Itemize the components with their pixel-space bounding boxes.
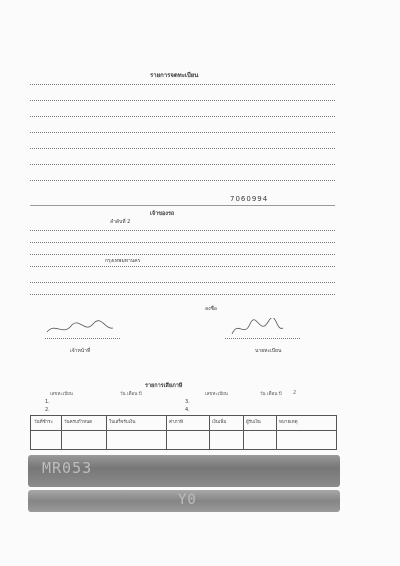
province-text: กรุงเทพมหานคร	[105, 258, 141, 264]
tax-col: ผู้รับเงิน	[246, 420, 261, 425]
row-index: 4.	[185, 407, 190, 413]
row-index: 3.	[185, 399, 190, 405]
registrar-sign-label: ลงชื่อ	[205, 306, 217, 312]
form-lines	[30, 294, 335, 295]
form-lines	[30, 180, 335, 181]
form-lines	[30, 164, 335, 165]
row-index: 2.	[45, 407, 50, 413]
row-index: 1.	[45, 399, 50, 405]
stamp-number: 7060994	[230, 195, 269, 203]
tax-table-title: รายการเสียภาษี	[145, 383, 183, 389]
form-lines	[30, 242, 335, 243]
registrar-signature	[230, 318, 285, 340]
form-lines	[30, 254, 335, 255]
officer-signature	[45, 318, 115, 338]
engine-rubbing-strip	[28, 490, 340, 512]
registrar-sign-line	[225, 338, 300, 339]
form-lines	[30, 116, 335, 117]
tax-col: ใบเสร็จรับเงิน	[109, 420, 136, 425]
officer-caption: เจ้าหน้าที่	[70, 348, 91, 354]
engine-emboss: Y0	[178, 492, 197, 508]
owner-section-title: เจ้าของรถ	[150, 211, 175, 217]
section-divider	[30, 205, 335, 206]
tax-col: วันที่ชำระ	[34, 420, 53, 425]
form-lines	[30, 148, 335, 149]
tax-table	[30, 415, 337, 450]
form-lines	[30, 230, 335, 231]
vin-rubbing-strip	[28, 455, 340, 487]
form-lines	[30, 282, 335, 283]
col-header: วัน เดือน ปี	[260, 392, 282, 397]
order-number: ลำดับที่ 2	[110, 219, 131, 225]
col-header: เลขทะเบียน	[50, 392, 73, 397]
form-lines	[30, 84, 335, 85]
page-number: 2	[293, 390, 297, 396]
registration-header: รายการจดทะเบียน	[150, 72, 199, 79]
col-header: เลขทะเบียน	[205, 392, 228, 397]
tax-col: วันครบกำหนด	[64, 420, 93, 425]
tax-col: ค่าภาษี	[169, 420, 183, 425]
form-lines	[30, 132, 335, 133]
form-lines	[30, 266, 335, 267]
form-lines	[30, 100, 335, 101]
col-header: วัน เดือน ปี	[120, 392, 142, 397]
officer-sign-line	[45, 338, 120, 339]
registrar-caption: นายทะเบียน	[255, 348, 282, 354]
tax-col: เงินเพิ่ม	[212, 420, 227, 425]
tax-col: หมายเหตุ	[279, 420, 298, 425]
vin-emboss: MR053	[42, 459, 93, 477]
